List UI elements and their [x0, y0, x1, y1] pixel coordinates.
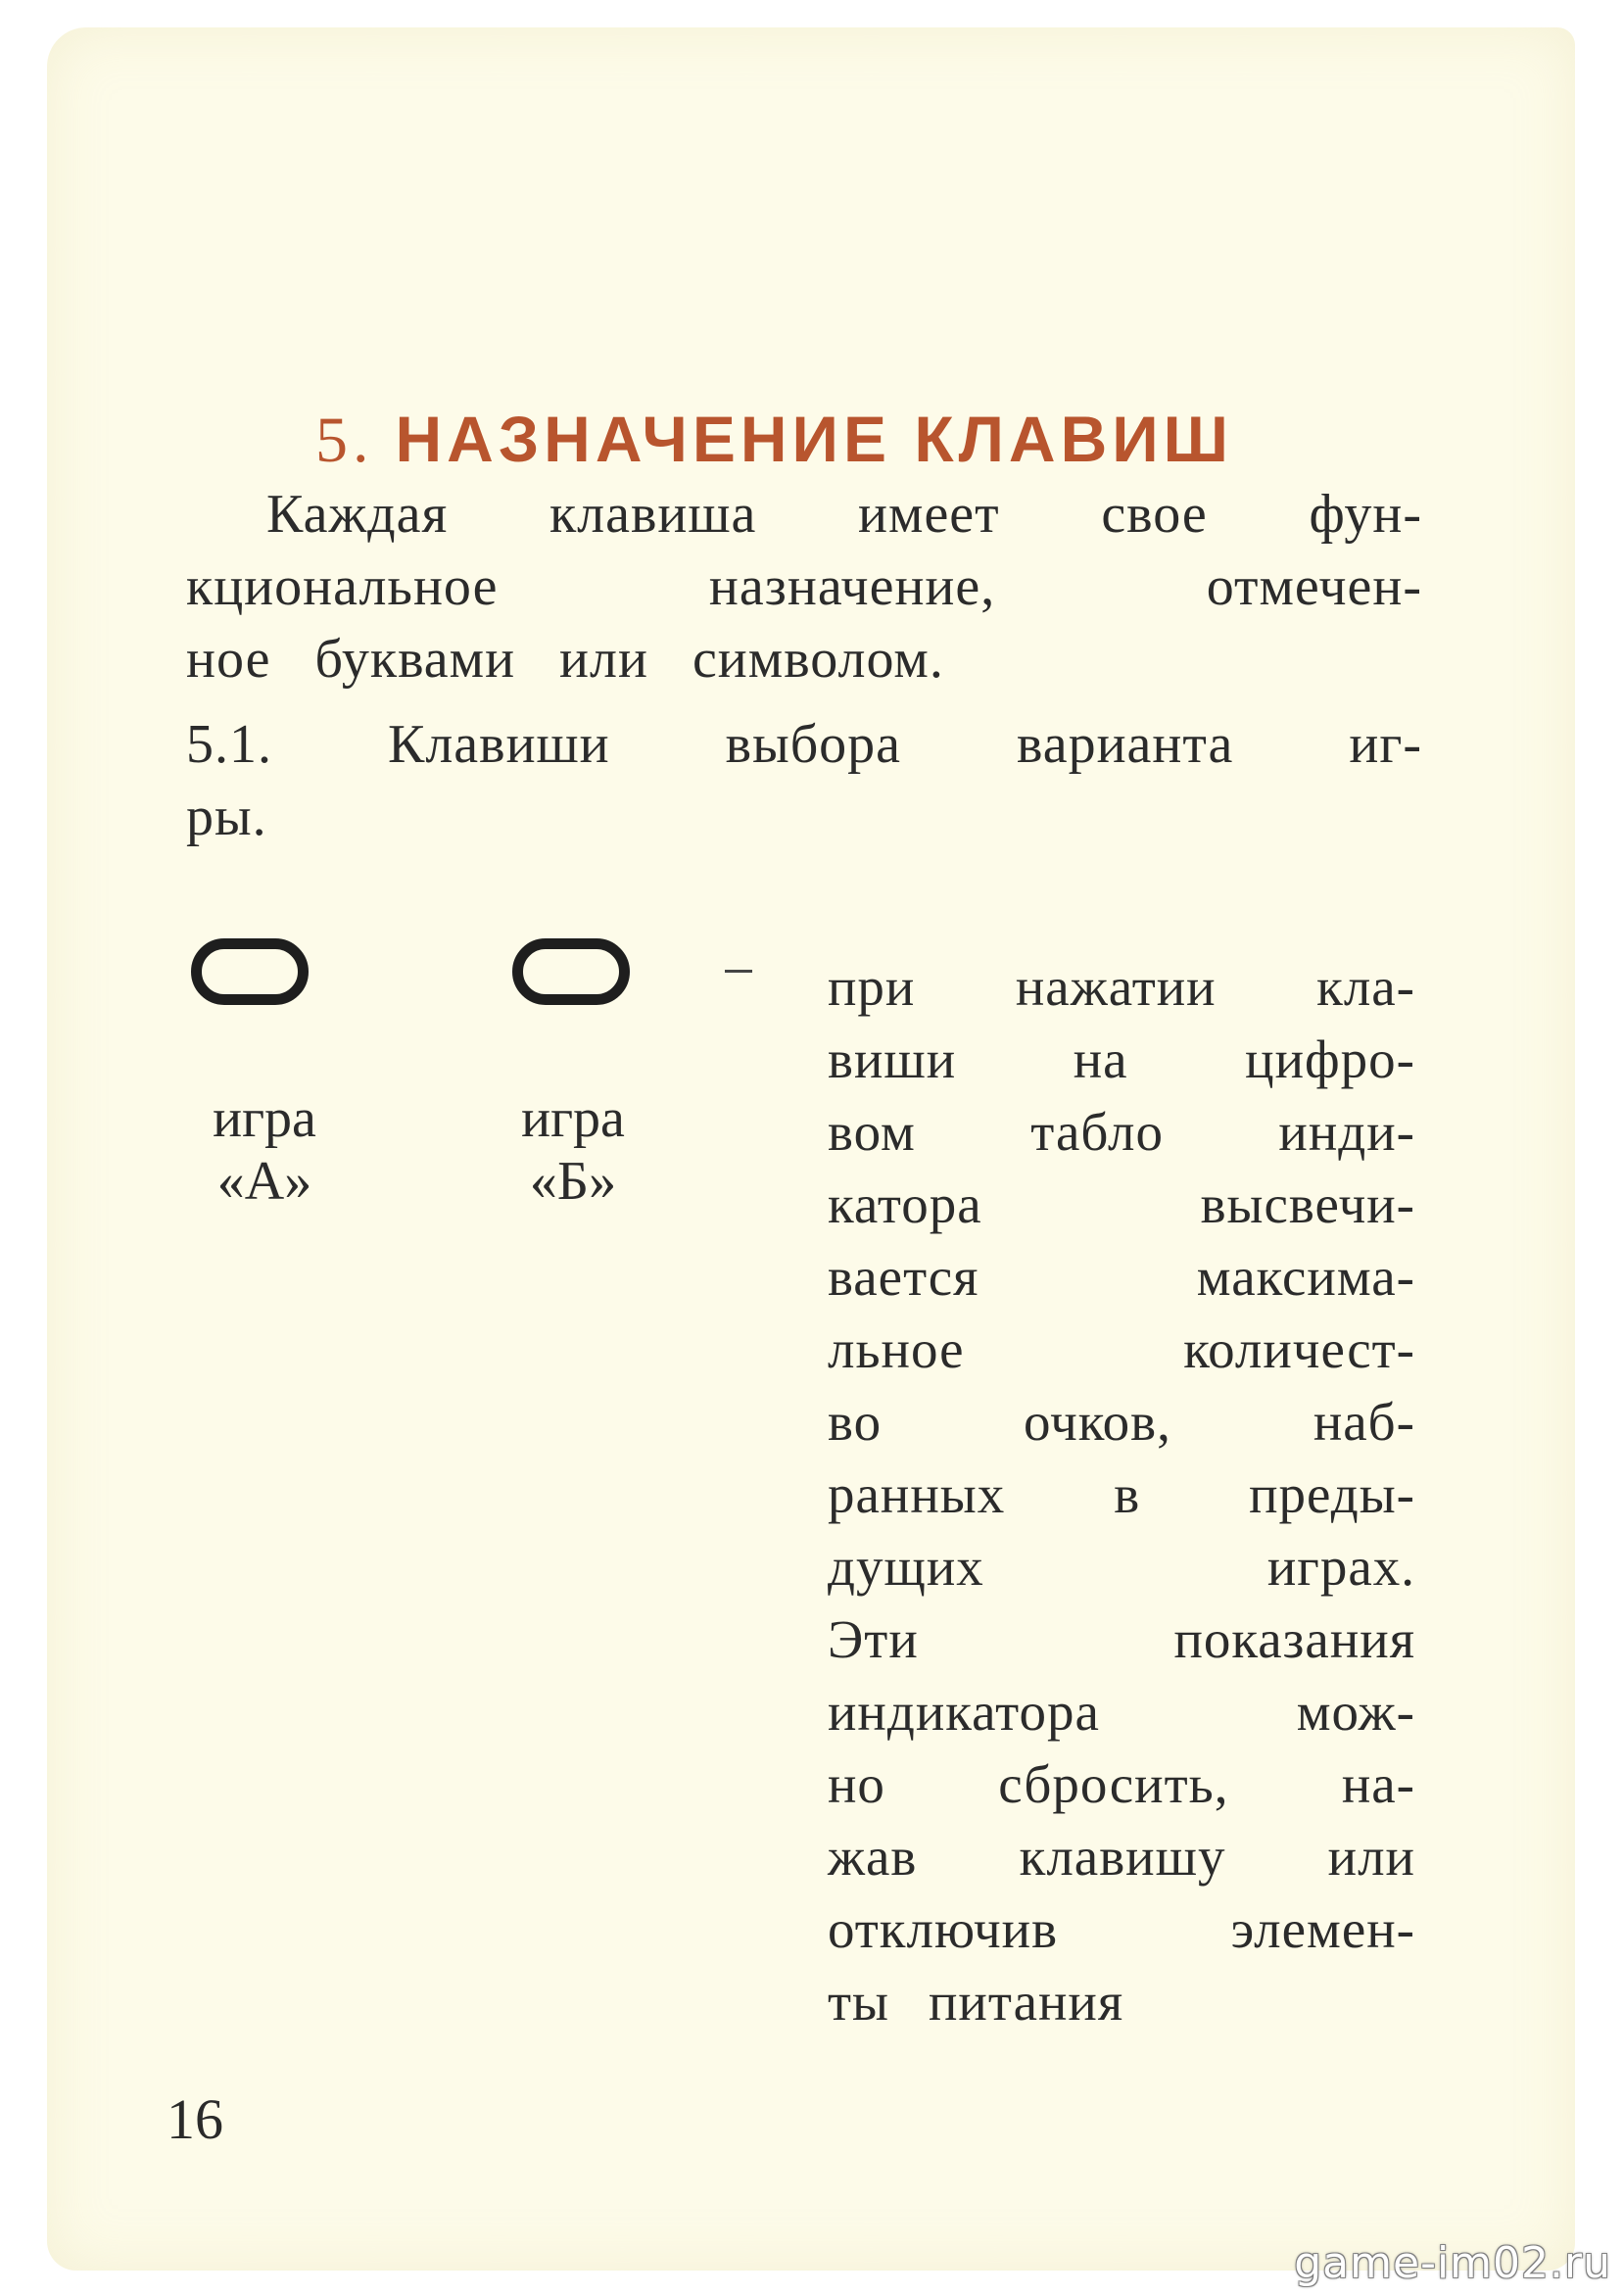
- word: кла-: [1316, 957, 1415, 1017]
- word: или: [559, 629, 648, 690]
- word: катора: [828, 1174, 982, 1234]
- section-number: 5.: [315, 405, 374, 476]
- description-line: [828, 1815, 1415, 1888]
- key-a-caption-line-1: игра: [213, 1088, 316, 1149]
- word: Клавиши: [387, 714, 610, 775]
- word: показания: [1173, 1609, 1415, 1669]
- word: ры.: [186, 787, 267, 847]
- word: наб-: [1313, 1392, 1415, 1452]
- word: очков,: [1024, 1392, 1171, 1452]
- word: в: [1114, 1464, 1141, 1524]
- key-b-caption-line-1: игра: [521, 1088, 625, 1149]
- word: Эти: [828, 1609, 919, 1669]
- dash-separator: [725, 970, 752, 973]
- intro-line-3: [186, 628, 944, 691]
- word: сбросить,: [998, 1754, 1229, 1814]
- word: во: [828, 1392, 883, 1452]
- word: ранных: [828, 1464, 1006, 1524]
- word: фун-: [1309, 484, 1422, 545]
- section-heading: [315, 402, 1233, 478]
- section-title: НАЗНАЧЕНИЕ КЛАВИШ: [395, 403, 1234, 475]
- page-number: 16: [167, 2087, 223, 2151]
- word: назначение,: [708, 556, 996, 617]
- word: варианта: [1017, 714, 1234, 775]
- word: нажатии: [1015, 957, 1217, 1017]
- key-a-caption: [186, 1087, 343, 1213]
- word: вается: [828, 1247, 979, 1307]
- description-line: [828, 1960, 1415, 2033]
- description-line: [828, 1380, 1415, 1453]
- description-line: [828, 945, 1415, 1018]
- subsection-line-2: [186, 786, 267, 848]
- word: дущих: [828, 1537, 984, 1597]
- word: отключив: [828, 1899, 1059, 1959]
- description-line: [828, 1453, 1415, 1525]
- word: элемен-: [1230, 1899, 1415, 1959]
- word: при: [828, 957, 916, 1017]
- description-line: [828, 1888, 1415, 1960]
- intro-line-1: [266, 483, 1422, 546]
- word: инди-: [1278, 1102, 1415, 1162]
- word: буквами: [314, 629, 516, 690]
- word: клавишу: [1019, 1827, 1226, 1887]
- word: индикатора: [828, 1682, 1100, 1742]
- key-b-caption-line-2: «Б»: [529, 1151, 617, 1212]
- word: табло: [1030, 1102, 1164, 1162]
- description-column: [828, 945, 1415, 2033]
- word: играх.: [1266, 1537, 1415, 1597]
- subsection-line-1: [186, 713, 1422, 776]
- word: высвечи-: [1200, 1174, 1415, 1234]
- word: кциональное: [186, 556, 499, 617]
- word: виши: [828, 1029, 957, 1089]
- description-line: [828, 1163, 1415, 1235]
- key-a-caption-line-2: «А»: [216, 1151, 312, 1212]
- description-line: [828, 1598, 1415, 1670]
- watermark: game-im02.ru: [1294, 2238, 1611, 2288]
- description-line: [828, 1743, 1415, 1815]
- word: символом.: [692, 629, 944, 690]
- word: количест-: [1183, 1319, 1415, 1379]
- word: вом: [828, 1102, 916, 1162]
- description-line: [828, 1018, 1415, 1090]
- word: льное: [828, 1319, 965, 1379]
- word: иг-: [1349, 714, 1422, 775]
- key-a-icon: [191, 938, 309, 1005]
- word: клавиша: [549, 484, 757, 545]
- word: или: [1327, 1827, 1415, 1887]
- word: на-: [1341, 1754, 1415, 1814]
- description-line: [828, 1235, 1415, 1308]
- word: отмечен-: [1206, 556, 1422, 617]
- subsection-number: 5.1.: [186, 714, 272, 775]
- description-line: [828, 1525, 1415, 1598]
- description-line: [828, 1308, 1415, 1380]
- intro-line-2: [186, 555, 1422, 618]
- word: ты: [828, 1972, 889, 2032]
- description-line: [828, 1090, 1415, 1163]
- word: свое: [1101, 484, 1208, 545]
- word: ное: [186, 629, 271, 690]
- word: мож-: [1296, 1682, 1415, 1742]
- description-line: [828, 1670, 1415, 1743]
- word: жав: [828, 1827, 918, 1887]
- word: на: [1073, 1029, 1128, 1089]
- word: питания: [929, 1972, 1124, 2032]
- word: но: [828, 1754, 885, 1814]
- word: максима-: [1196, 1247, 1415, 1307]
- word: выбора: [725, 714, 902, 775]
- word: преды-: [1249, 1464, 1415, 1524]
- key-b-caption: [495, 1087, 651, 1213]
- word: цифро-: [1245, 1029, 1415, 1089]
- word: Каждая: [266, 484, 449, 545]
- key-b-icon: [512, 938, 630, 1005]
- word: имеет: [858, 484, 1000, 545]
